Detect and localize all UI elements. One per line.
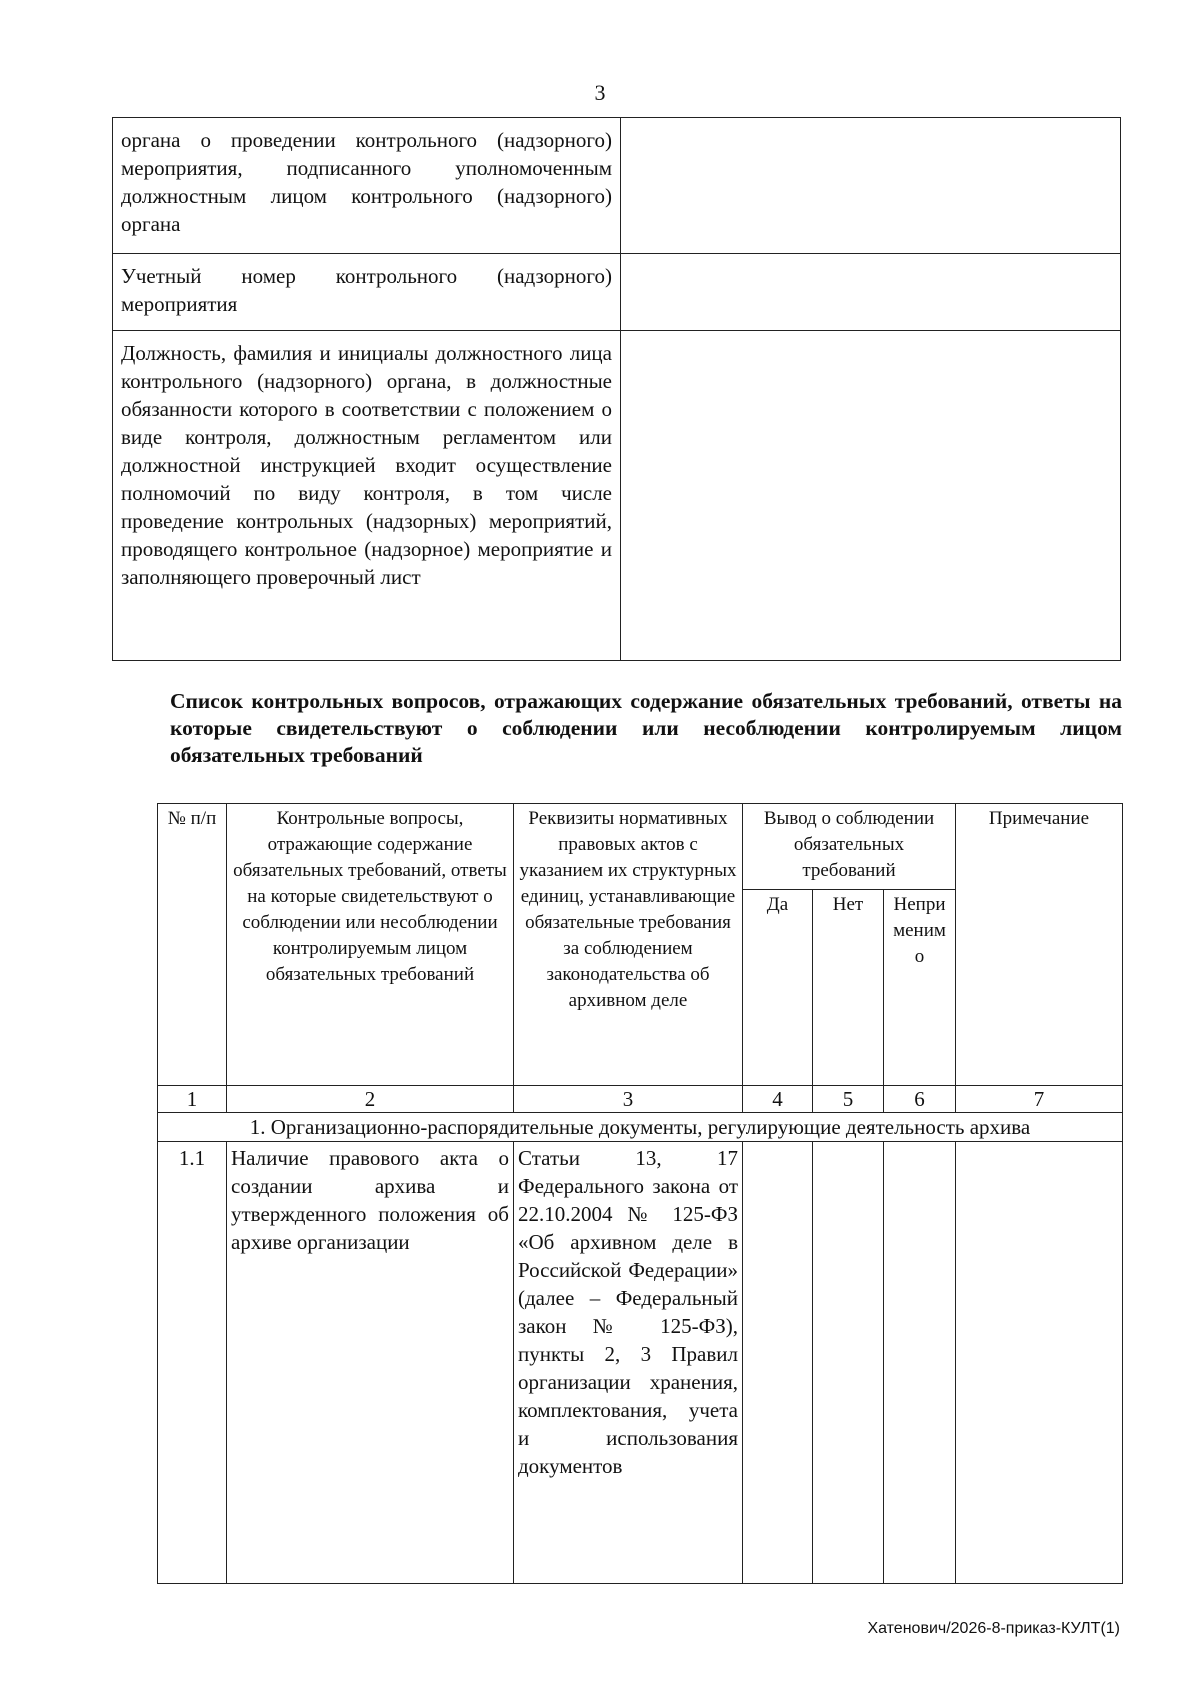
column-number: 2 — [227, 1086, 514, 1113]
table-row — [158, 1142, 1123, 1584]
footer-document-id: Хатенович/2026-8-приказ-КУЛТ(1) — [867, 1620, 1120, 1637]
header-yes: Да — [743, 890, 813, 1086]
list-heading: Список контрольных вопросов, отражающих содержание обязательных требований, ответы на которые свидетельствуют о соблюдении или несоблюдении контролируемым лицом обязательных требований — [170, 689, 1122, 767]
info-label: органа о проведении контрольного (надзорного) мероприятия, подписанного уполномоченным должностным лицом контрольного (надзорного) органа — [113, 118, 621, 254]
column-number: 5 — [813, 1086, 884, 1113]
column-number: 1 — [158, 1086, 227, 1113]
row-no-cell[interactable] — [813, 1142, 884, 1584]
header-note: Примечание — [956, 804, 1123, 1086]
row-yes-cell[interactable] — [743, 1142, 813, 1584]
header-questions: Контрольные вопросы, отражающие содержание обязательных требований, ответы на которые свидетельствуют о соблюдении или несоблюдении контролируемым лицом обязательных требований — [227, 804, 514, 1086]
row-requisites: Статьи 13, 17 Федерального закона от 22.10.2004 № 125-ФЗ «Об архивном деле в Российской Федерации» (далее – Федеральный закон № 125-ФЗ), пункты 2, 3 Правил организации хранения, комплектования, учета и использования документов — [514, 1142, 743, 1584]
row-note-cell[interactable] — [956, 1142, 1123, 1584]
row-na-cell[interactable] — [884, 1142, 956, 1584]
column-number: 6 — [884, 1086, 956, 1113]
checklist-table — [157, 803, 1123, 1584]
page-number: 3 — [594, 80, 606, 105]
row-question: Наличие правового акта о создании архива и утвержденного положения об архиве организации — [227, 1142, 514, 1584]
info-row — [113, 331, 1121, 661]
column-number: 4 — [743, 1086, 813, 1113]
header-na: Непри меним о — [884, 890, 956, 1086]
header-requisites: Реквизиты нормативных правовых актов с указанием их структурных единиц, устанавливающие обязательные требования за соблюдением законодательства об архивном деле — [514, 804, 743, 1086]
info-label: Должность, фамилия и инициалы должностного лица контрольного (надзорного) органа, в должностные обязанности которого в соответствии с положением о виде контроля, должностным регламентом или должностной инструкцией входит осуществление полномочий по виду контроля, в том числе проведение контрольных (надзорных) мероприятий, проводящего контрольное (надзорное) мероприятие и заполняющего проверочный лист — [113, 331, 621, 661]
info-label: Учетный номер контрольного (надзорного) мероприятия — [113, 254, 621, 331]
header-no: Нет — [813, 890, 884, 1086]
header-conclusion: Вывод о соблюдении обязательных требований — [743, 804, 956, 890]
info-row — [113, 254, 1121, 331]
row-num: 1.1 — [158, 1142, 227, 1584]
column-number: 3 — [514, 1086, 743, 1113]
section-title: 1. Организационно-распорядительные документы, регулирующие деятельность архива — [158, 1113, 1123, 1142]
info-row — [113, 118, 1121, 254]
header-num: № п/п — [158, 804, 227, 1086]
column-numbers-row — [158, 1086, 1123, 1113]
header-row — [158, 804, 1123, 890]
info-value — [621, 331, 1121, 661]
section-row — [158, 1113, 1123, 1142]
column-number: 7 — [956, 1086, 1123, 1113]
info-value — [621, 254, 1121, 331]
info-table — [112, 117, 1121, 661]
info-value — [621, 118, 1121, 254]
